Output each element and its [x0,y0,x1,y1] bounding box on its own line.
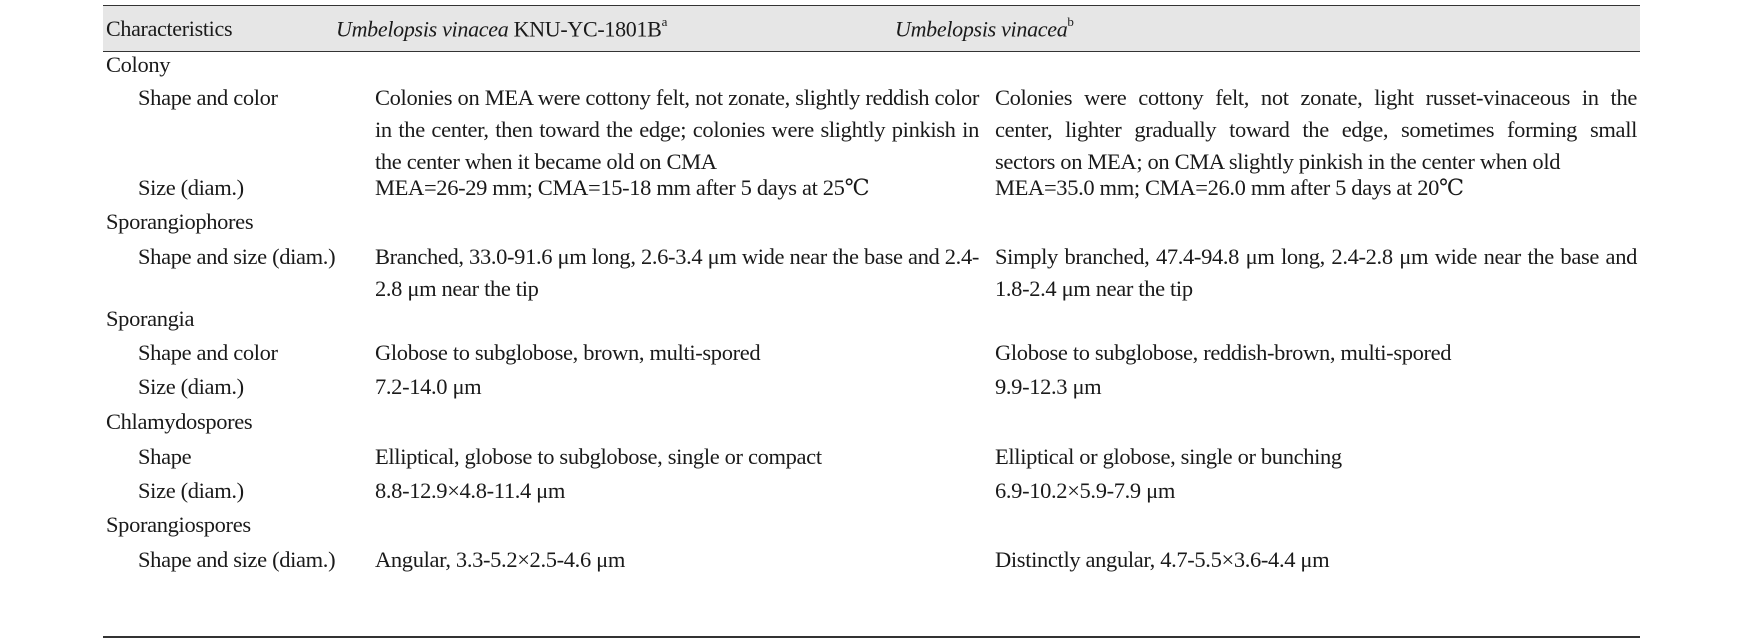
sporangia-shape-color-strain: Globose to subglobose, brown, multi-spored [375,340,761,365]
header-strain-id: KNU-YC-1801B [508,16,662,42]
chlamydospores-shape-strain: Elliptical, globose to subglobose, single or compact [375,444,822,469]
colony-size-label: Size (diam.) [138,175,244,200]
sporangiospores-shape-size-strain: Angular, 3.3-5.2×2.5-4.6 μm [375,547,625,572]
colony-size-reference: MEA=35.0 mm; CMA=26.0 mm after 5 days at 20℃ [995,175,1464,200]
table-bottom-rule [103,636,1640,638]
sporangiospores-shape-size-reference: Distinctly angular, 4.7-5.5×3.6-4.4 μm [995,547,1330,572]
header-reference-species: Umbelopsis vinacea [895,16,1068,42]
table-header-row [103,5,1640,52]
chlamydospores-shape-reference: Elliptical or globose, single or bunching [995,444,1342,469]
header-characteristics: Characteristics [106,16,233,41]
section-sporangiophores: Sporangiophores [106,209,254,234]
sporangia-shape-color-label: Shape and color [138,340,278,365]
section-chlamydospores: Chlamydospores [106,409,253,434]
colony-shape-color-label: Shape and color [138,85,278,110]
chlamydospores-size-strain: 8.8-12.9×4.8-11.4 μm [375,478,566,503]
sporangia-shape-color-reference: Globose to subglobose, reddish-brown, multi-spored [995,340,1452,365]
sporangia-size-strain: 7.2-14.0 μm [375,374,482,399]
section-sporangia: Sporangia [106,306,195,331]
header-reference-column [895,16,1074,42]
section-sporangiospores: Sporangiospores [106,512,251,537]
sporangiospores-shape-size-label: Shape and size (diam.) [138,547,336,572]
chlamydospores-size-label: Size (diam.) [138,478,244,503]
header-strain-footnote: a [661,14,668,29]
section-colony: Colony [106,52,171,77]
chlamydospores-shape-label: Shape [138,444,192,469]
sporangia-size-reference: 9.9-12.3 μm [995,374,1102,399]
colony-shape-color-reference: Colonies were cottony felt, not zonate, light russet-vinaceous in the center, lighter gradually toward the edge, sometimes forming small sectors on MEA; on CMA slightly pinkish in the center when old [995,85,1637,174]
colony-shape-color-strain: Colonies on MEA were cottony felt, not zonate, slightly reddish color in the center, then toward the edge; colonies were slightly pinkish in the center when it became old on CMA [375,85,979,174]
header-strain-species: Umbelopsis vinacea [336,16,509,42]
header-strain-column [336,16,667,42]
sporangia-size-label: Size (diam.) [138,374,244,399]
sporangiophores-shape-size-reference: Simply branched, 47.4-94.8 μm long, 2.4-2.8 μm wide near the base and 1.8-2.4 μm near the tip [995,244,1637,301]
chlamydospores-size-reference: 6.9-10.2×5.9-7.9 μm [995,478,1175,503]
sporangiophores-shape-size-label: Shape and size (diam.) [138,244,336,269]
header-reference-footnote: b [1067,14,1074,29]
sporangiophores-shape-size-strain: Branched, 33.0-91.6 μm long, 2.6-3.4 μm wide near the base and 2.4-2.8 μm near the tip [375,244,979,301]
colony-size-strain: MEA=26-29 mm; CMA=15-18 mm after 5 days at 25℃ [375,175,870,200]
